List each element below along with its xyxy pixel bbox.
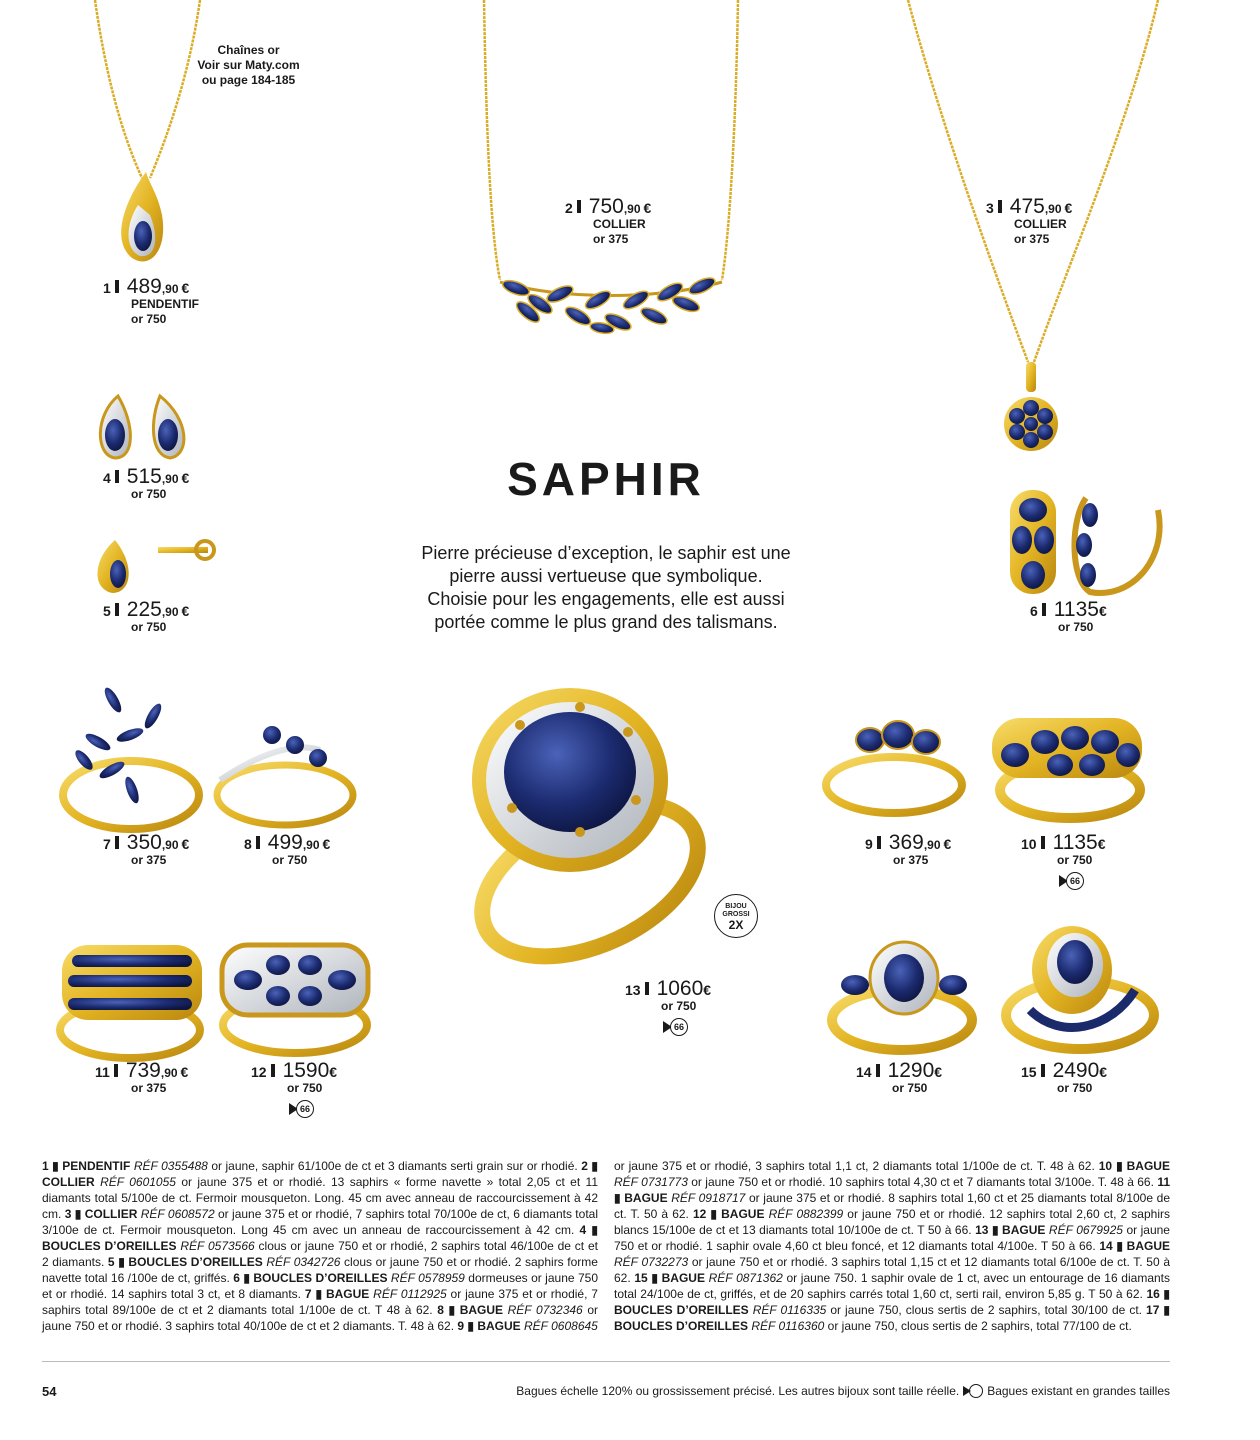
desc-15-ref: RÉF 0871362 <box>708 1271 783 1285</box>
desc-3-ref: RÉF 0608572 <box>140 1207 215 1221</box>
product-number: 14 <box>856 1064 872 1080</box>
size-circle-icon <box>969 1384 983 1398</box>
product-metal: or 750 <box>1058 620 1094 634</box>
price-euros: 1590 <box>282 1059 330 1082</box>
chains-note-line1: Chaînes or <box>217 43 280 57</box>
earrings-6-image <box>1010 490 1160 594</box>
product-number: 7 <box>103 836 111 852</box>
intro-line2: pierre aussi vertueuse que symbolique. <box>449 566 763 586</box>
price-euros: 225 <box>126 598 162 621</box>
desc-7-ref: RÉF 0112925 <box>373 1287 447 1301</box>
desc-4-text: clous or jaune 750 et or rhodié, 2 saphirs total 46/100e de ct et 2 diamants. <box>42 1239 598 1269</box>
price-cents: ,90 <box>160 1066 178 1080</box>
size-circle-icon: 66 <box>296 1100 314 1118</box>
desc-2-ref: RÉF 0601055 <box>100 1175 176 1189</box>
desc-8-text: or jaune 750 et or rhodié. 3 saphirs total 40/100e de ct et 2 diamants. T. 48 à 62. <box>42 1303 598 1333</box>
price-euros: 489 <box>126 275 162 298</box>
zoom-badge-line3: 2X <box>728 918 744 932</box>
desc-17-ref: RÉF 0116360 <box>751 1319 825 1333</box>
price-cents: ,90 <box>1044 202 1062 216</box>
product-6-price-block <box>1030 599 1107 635</box>
ring-10-image <box>992 718 1142 818</box>
currency: € <box>1064 200 1073 216</box>
product-number: 9 <box>865 836 873 852</box>
product-8-price-block <box>244 832 330 868</box>
price-cents: ,90 <box>161 472 179 486</box>
ring-9-image <box>826 721 962 813</box>
currency: € <box>181 280 190 296</box>
product-11-price-block <box>95 1060 188 1096</box>
desc-4-ref: RÉF 0573566 <box>180 1239 255 1253</box>
price-euros: 1135 <box>1053 598 1099 621</box>
currency: € <box>1098 603 1107 619</box>
bar-icon <box>115 470 119 483</box>
bar-icon <box>115 836 119 849</box>
product-metal: or 750 <box>1057 1081 1093 1095</box>
ring-12-image <box>222 945 368 1053</box>
size-circle-icon: 66 <box>1066 872 1084 890</box>
product-9-price-block <box>865 832 951 868</box>
pendant-1-image <box>95 0 200 261</box>
chains-note-line2: Voir sur Maty.com <box>197 58 300 72</box>
desc-2-label: 2 ▮ COLLIER <box>42 1159 599 1189</box>
bar-icon <box>577 200 581 213</box>
desc-14-label: 14 ▮ BAGUE <box>1099 1239 1170 1253</box>
ring-11-image <box>60 945 202 1058</box>
price-euros: 369 <box>888 831 924 854</box>
desc-10-text: or jaune 750 et or rhodié. 10 saphirs total 4,30 ct et 7 diamants total 3/100e. T. 48 à 66. <box>687 1175 1158 1189</box>
product-13-price-block <box>625 978 711 1036</box>
size-circle-icon: 66 <box>670 1018 688 1036</box>
currency: € <box>181 836 190 852</box>
desc-11-label: 11 ▮ BAGUE <box>614 1175 1170 1205</box>
desc-12-ref: RÉF 0882399 <box>768 1207 844 1221</box>
desc-14-ref: RÉF 0732273 <box>614 1255 689 1269</box>
currency: € <box>181 603 190 619</box>
product-number: 6 <box>1030 603 1038 619</box>
product-metal: or 375 <box>131 853 167 867</box>
currency: € <box>180 1064 189 1080</box>
bar-icon <box>115 280 119 293</box>
bar-icon <box>114 1064 118 1077</box>
desc-13-text: or jaune 750 et or rhodié. 1 saphir ovale 4,60 ct bleu foncé, et 12 diamants total 4/100e. T 50 à 66. <box>614 1223 1170 1253</box>
desc-1-ref: RÉF 0355488 <box>133 1159 208 1173</box>
product-15-price-block <box>1021 1060 1107 1096</box>
product-metal: or 750 <box>1057 853 1093 867</box>
desc-1-label: 1 ▮ PENDENTIF <box>42 1159 131 1173</box>
desc-6-text: dormeuses or jaune 750 et or rhodié. 14 saphirs total 3 ct, et 8 diamants. <box>42 1271 598 1301</box>
earrings-4-image <box>100 396 184 458</box>
large-size-badge <box>289 1100 337 1118</box>
footer-note-text: Bagues échelle 120% ou grossissement précisé. Les autres bijoux sont taille réelle. <box>516 1384 960 1398</box>
price-euros: 2490 <box>1052 1059 1100 1082</box>
product-type: PENDENTIF <box>131 297 200 311</box>
zoom-badge-line2: GROSSI <box>722 911 750 918</box>
product-metal: or 750 <box>287 1081 323 1095</box>
price-cents: ,90 <box>302 838 320 852</box>
ring-15-image <box>1006 926 1154 1049</box>
product-metal: or 750 <box>661 999 697 1013</box>
product-metal: or 375 <box>593 232 629 246</box>
product-3-price-block <box>986 196 1072 247</box>
product-14-price-block <box>856 1060 942 1096</box>
bar-icon <box>998 200 1002 213</box>
desc-12-text: or jaune 750 et or rhodié. 12 saphirs total 2,60 ct, 2 saphirs blancs 15/100e de ct et 13 diamants total 10/100e de ct. T 50 à 66. <box>614 1207 1170 1237</box>
desc-8-ref: RÉF 0732346 <box>507 1303 583 1317</box>
price-euros: 750 <box>588 195 624 218</box>
desc-15-text: or jaune 750. 1 saphir ovale de 1 ct, avec un entourage de 16 diamants total 24/100e de ct, griffés, et de 20 saphirs carrés total 1,60 ct, serti rail, environ 5,85 g. T 50 à 62. <box>614 1271 1170 1301</box>
product-metal: or 375 <box>131 1081 167 1095</box>
desc-5-label: 5 ▮ BOUCLES D’OREILLES <box>107 1255 263 1269</box>
desc-15-label: 15 ▮ BAGUE <box>634 1271 705 1285</box>
desc-4-label: 4 ▮ BOUCLES D’OREILLES <box>42 1223 598 1253</box>
descriptions-column-right <box>614 1158 1170 1334</box>
footer-size-note: Bagues existant en grandes tailles <box>987 1384 1170 1398</box>
desc-9-text: or jaune 375 et or rhodié, 3 saphirs total 1,1 ct, 2 diamants total 1/100e de ct. T. 48 à 62. <box>614 1159 1099 1173</box>
price-cents: ,90 <box>161 838 179 852</box>
bar-icon <box>1041 836 1045 849</box>
necklace-2-image <box>484 0 738 335</box>
intro-line1: Pierre précieuse d’exception, le saphir est une <box>421 543 791 563</box>
desc-10-label: 10 ▮ BAGUE <box>1098 1159 1170 1173</box>
zoom-badge-line1: BIJOU <box>725 903 747 910</box>
product-number: 11 <box>95 1064 110 1080</box>
product-number: 2 <box>565 200 573 216</box>
currency: € <box>1097 836 1106 852</box>
product-number: 12 <box>251 1064 267 1080</box>
product-10-price-block <box>1021 832 1106 890</box>
product-metal: or 375 <box>893 853 929 867</box>
product-number: 3 <box>986 200 994 216</box>
currency: € <box>934 1064 943 1080</box>
bar-icon <box>645 982 649 995</box>
product-number: 10 <box>1021 836 1037 852</box>
product-7-price-block <box>103 832 189 868</box>
currency: € <box>322 836 331 852</box>
desc-17-text: or jaune 750, clous sertis de 2 saphirs, total 77/100 de ct. <box>824 1319 1132 1333</box>
currency: € <box>703 982 712 998</box>
product-metal: or 750 <box>131 312 167 326</box>
price-cents: ,90 <box>623 202 641 216</box>
desc-12-label: 12 ▮ BAGUE <box>692 1207 765 1221</box>
product-number: 13 <box>625 982 641 998</box>
price-euros: 475 <box>1009 195 1045 218</box>
desc-9-label: 9 ▮ BAGUE <box>457 1319 521 1333</box>
intro-line3: Choisie pour les engagements, elle est aussi <box>427 589 785 609</box>
price-euros: 499 <box>267 831 303 854</box>
desc-17-label: 17 ▮ BOUCLES D’OREILLES <box>614 1303 1170 1333</box>
ring-13-image <box>458 688 721 988</box>
desc-9-ref: RÉF 0608645 <box>524 1319 598 1333</box>
page-number: 54 <box>42 1384 57 1399</box>
desc-11-text: or jaune 375 et or rhodié. 8 saphirs total 1,60 ct et 25 diamants total 8/100e de ct. T. 50 à 62. <box>614 1191 1171 1221</box>
product-metal: or 750 <box>272 853 308 867</box>
product-number: 8 <box>244 836 252 852</box>
desc-6-ref: RÉF 0578959 <box>390 1271 465 1285</box>
currency: € <box>181 470 190 486</box>
bar-icon <box>271 1064 275 1077</box>
page-title: SAPHIR <box>507 453 705 505</box>
product-number: 1 <box>103 280 111 296</box>
intro-text <box>386 542 826 634</box>
currency: € <box>329 1064 338 1080</box>
bar-icon <box>115 603 119 616</box>
product-2-price-block <box>565 196 651 247</box>
bar-icon <box>256 836 260 849</box>
desc-7-text: or jaune 375 et or rhodié, 7 saphirs total 89/100e de ct et 2 diamants total 1/100e de ct. T 48 à 62. <box>42 1287 598 1317</box>
chains-note-line3: ou page 184-185 <box>201 73 296 87</box>
desc-3-text: or jaune 375 et or rhodié, 7 saphirs total 70/100e de ct, 6 diamants total 3/100e de ct. Fermoir mousqueton. Long 45 cm avec un anneau de raccourcissement à 42 cm. <box>42 1207 598 1237</box>
product-metal: or 750 <box>131 487 167 501</box>
price-euros: 350 <box>126 831 162 854</box>
product-metal: or 750 <box>892 1081 928 1095</box>
product-5-price-block <box>103 599 189 635</box>
footer-note <box>516 1384 1170 1398</box>
price-euros: 1135 <box>1052 831 1098 854</box>
product-1-price-block <box>103 276 199 327</box>
price-euros: 515 <box>126 465 162 488</box>
desc-1-text: or jaune, saphir 61/100e de ct et 3 diamants serti grain sur or rhodié. <box>207 1159 582 1173</box>
large-size-badge <box>1059 872 1106 890</box>
product-type: COLLIER <box>593 217 646 231</box>
zoom-badge <box>714 894 758 938</box>
product-metal: or 375 <box>1014 232 1050 246</box>
price-cents: ,90 <box>161 605 179 619</box>
desc-2-text: or jaune 375 et or rhodié. 13 saphirs « forme navette » total 2,05 ct et 11 diamants total 5/100e de ct. Fermoir mousqueton. Long. 45 cm avec anneau de raccourcissement à 42 cm. <box>42 1175 599 1221</box>
product-4-price-block <box>103 466 189 502</box>
desc-8-label: 8 ▮ BAGUE <box>437 1303 504 1317</box>
desc-14-text: or jaune 750 et or rhodié. 3 saphirs total 1,15 ct et 12 diamants total 6/100e de ct. T. 50 à 62. <box>614 1255 1170 1285</box>
price-cents: ,90 <box>161 282 179 296</box>
product-number: 15 <box>1021 1064 1037 1080</box>
desc-3-label: 3 ▮ COLLIER <box>64 1207 138 1221</box>
desc-13-ref: RÉF 0679925 <box>1048 1223 1123 1237</box>
desc-16-text: or jaune 750, clous sertis de 2 saphirs, total 30/100 de ct. <box>826 1303 1147 1317</box>
desc-7-label: 7 ▮ BAGUE <box>304 1287 370 1301</box>
product-metal: or 750 <box>131 620 167 634</box>
product-number: 4 <box>103 470 111 486</box>
price-euros: 1290 <box>887 1059 935 1082</box>
desc-5-text: clous or jaune 750 et or rhodié. 2 saphirs forme navette total 16 /100e de ct, griffés. <box>42 1255 598 1285</box>
product-12-price-block <box>251 1060 337 1118</box>
chains-note <box>186 43 311 88</box>
descriptions-column-left <box>42 1158 598 1334</box>
price-euros: 1060 <box>656 977 704 1000</box>
price-euros: 739 <box>125 1059 161 1082</box>
desc-16-label: 16 ▮ BOUCLES D’OREILLES <box>614 1287 1170 1317</box>
desc-5-ref: RÉF 0342726 <box>266 1255 341 1269</box>
bar-icon <box>876 1064 880 1077</box>
intro-line4: portée comme le plus grand des talismans. <box>434 612 778 632</box>
product-type: COLLIER <box>1014 217 1067 231</box>
desc-13-label: 13 ▮ BAGUE <box>975 1223 1046 1237</box>
desc-16-ref: RÉF 0116335 <box>752 1303 827 1317</box>
desc-6-label: 6 ▮ BOUCLES D’OREILLES <box>233 1271 388 1285</box>
bar-icon <box>1042 603 1046 616</box>
currency: € <box>643 200 652 216</box>
earrings-5-image <box>97 535 214 593</box>
desc-10-ref: RÉF 0731773 <box>614 1175 688 1189</box>
ring-8-image <box>217 726 353 825</box>
ring-7-image <box>63 685 199 829</box>
price-cents: ,90 <box>923 838 941 852</box>
product-number: 5 <box>103 603 111 619</box>
ring-14-image <box>832 942 972 1050</box>
currency: € <box>1099 1064 1108 1080</box>
bar-icon <box>877 836 881 849</box>
large-size-badge <box>663 1018 711 1036</box>
bar-icon <box>1041 1064 1045 1077</box>
currency: € <box>943 836 952 852</box>
footer-divider <box>42 1361 1170 1362</box>
desc-11-ref: RÉF 0918717 <box>671 1191 746 1205</box>
